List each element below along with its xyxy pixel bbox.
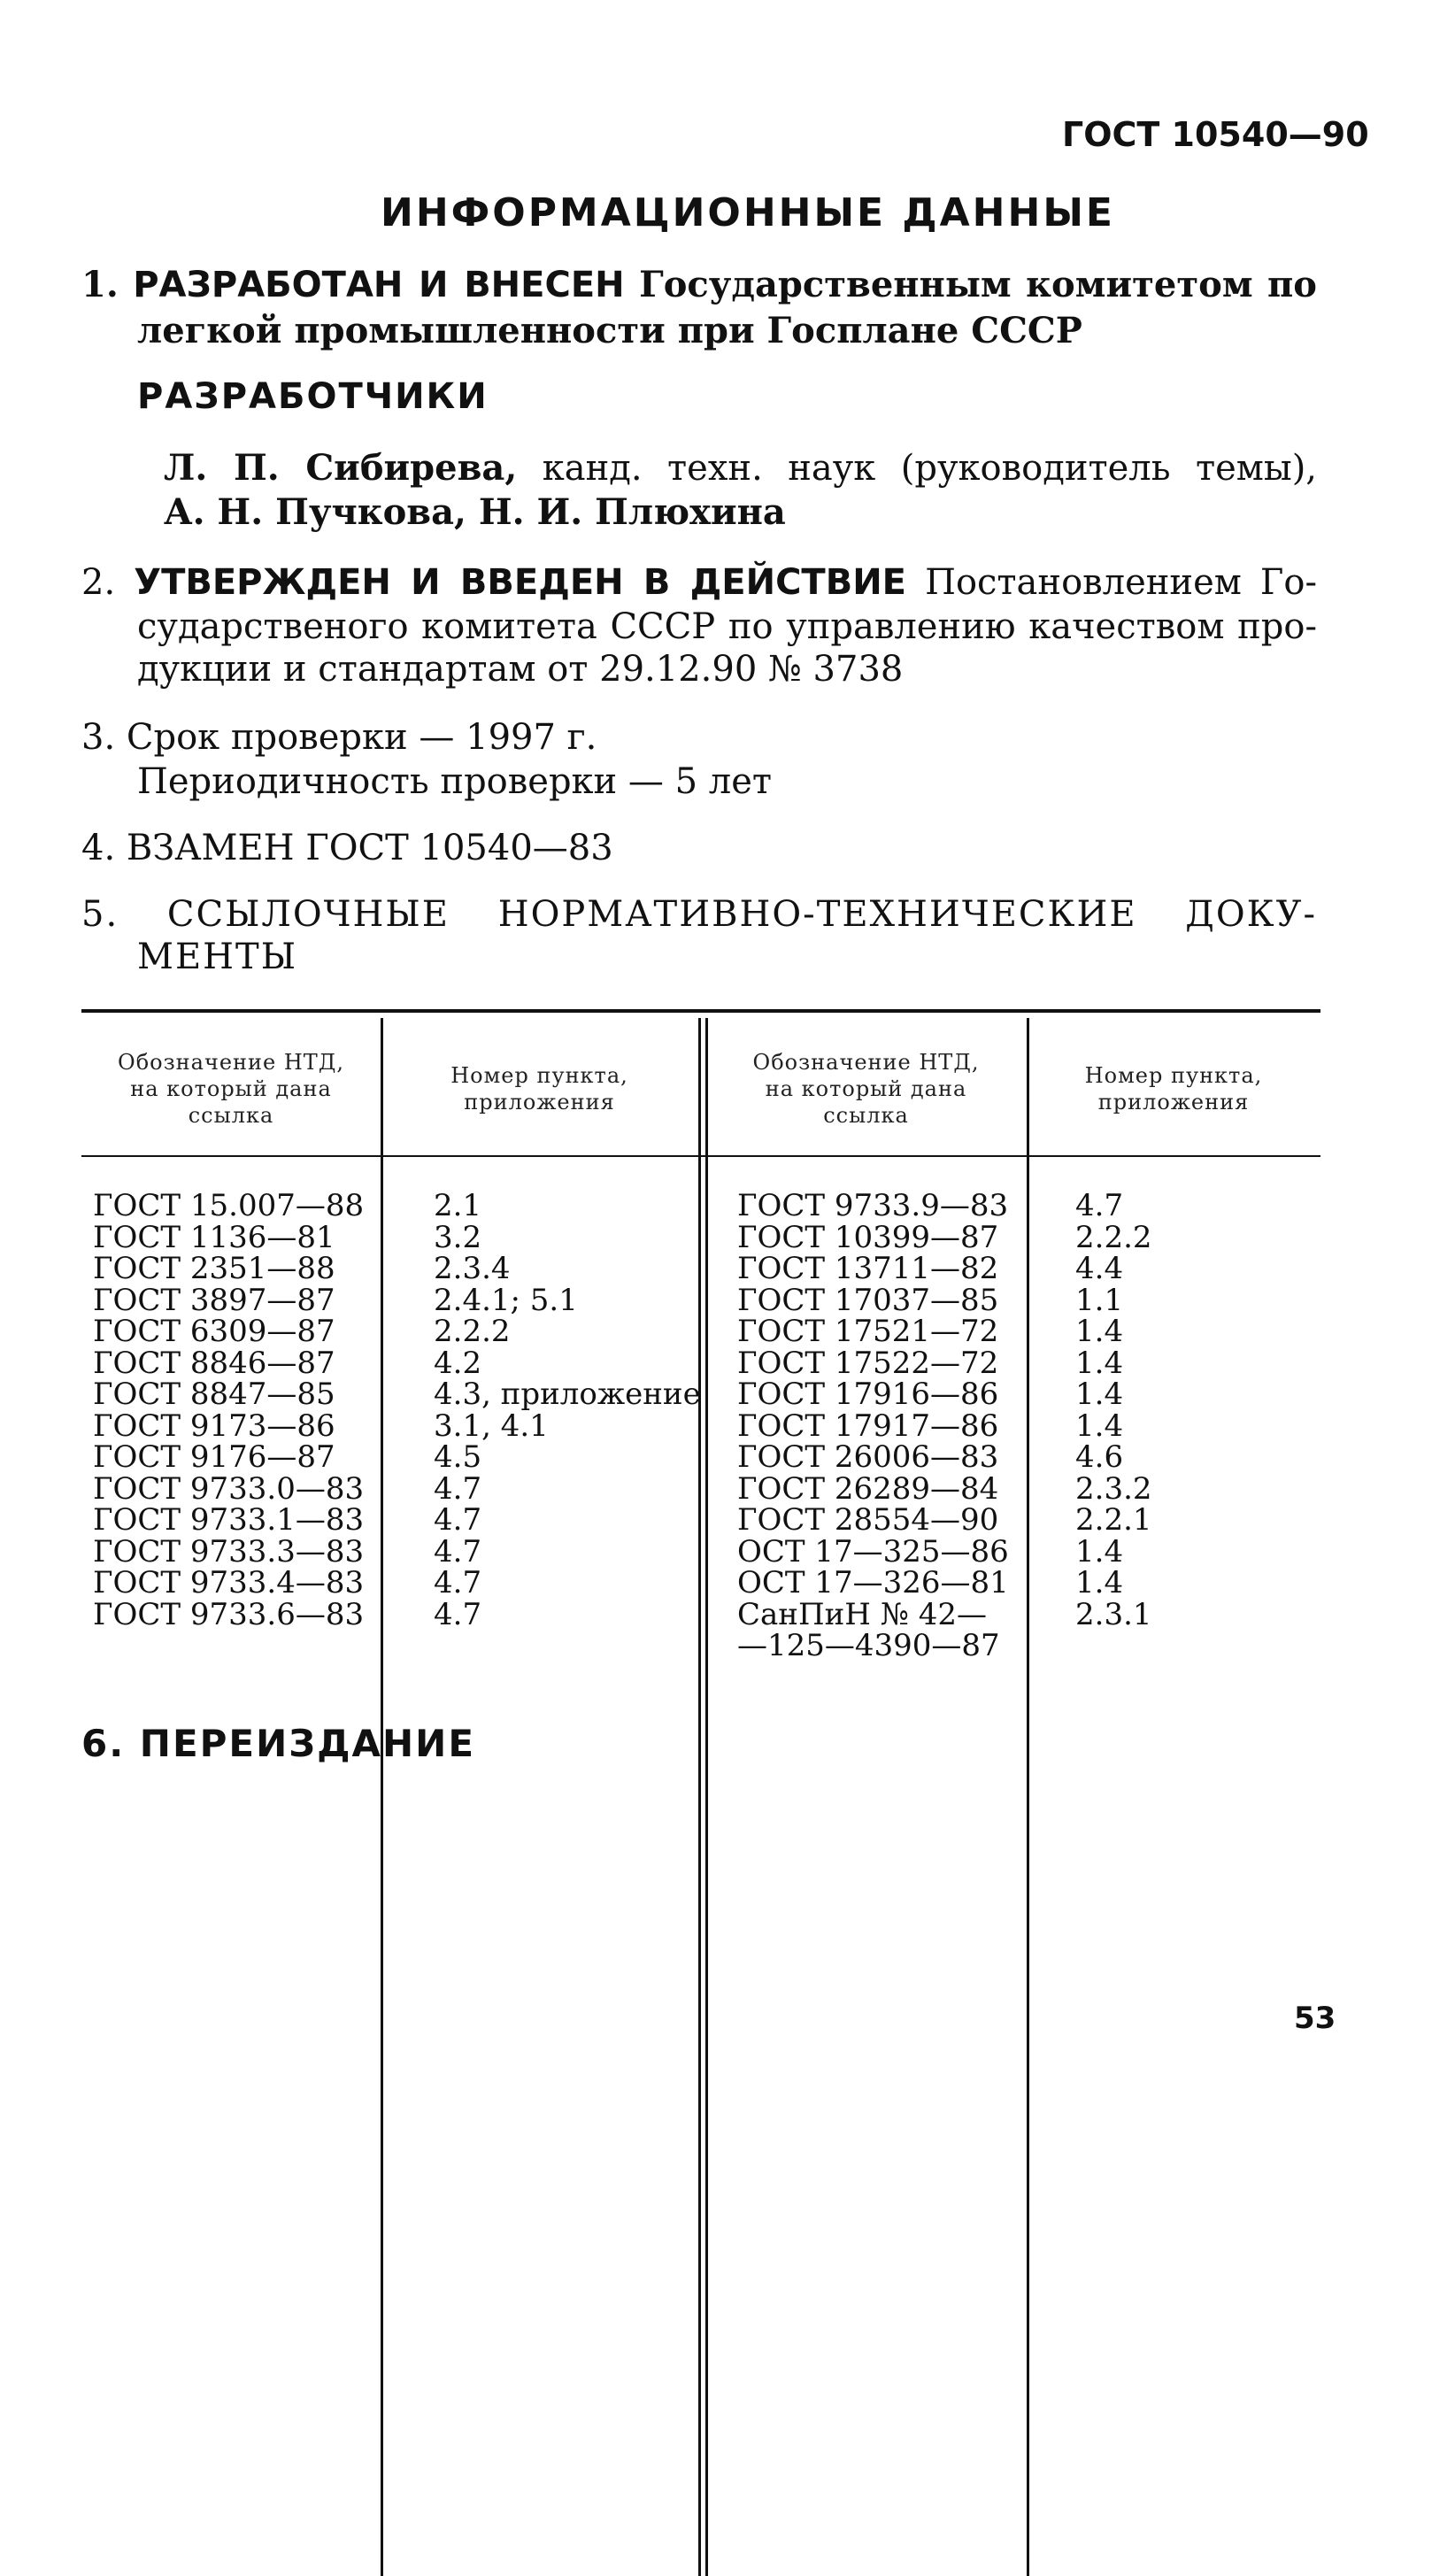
section-5-word: ДОКУ- [1185,894,1317,935]
table-cell-ref: ГОСТ 9176—87 [93,1439,335,1475]
page-title: ИНФОРМАЦИОННЫЕ ДАННЫЕ [381,190,1115,235]
section-2-line-1 [81,562,1317,603]
table-header-rule [81,1155,1320,1157]
section-2-word: качеством [1028,606,1225,647]
table-cell-item: 4.7 [434,1565,482,1600]
section-1-line-1 [81,264,1317,305]
table-cell-ref: ГОСТ 26006—83 [737,1439,999,1475]
table-cell-item: 1.1 [1075,1282,1124,1318]
table-cell-item: 4.3, приложение [434,1377,701,1412]
section-5-line-2: МЕНТЫ [137,937,298,977]
section-6-line: 6. ПЕРЕИЗДАНИЕ [81,1722,476,1765]
table-cell-item: 4.7 [434,1470,482,1507]
table-column-divider [381,1018,383,2576]
table-cell-item: 4.2 [434,1345,482,1381]
table-cell-ref: ГОСТ 8847—85 [93,1377,335,1412]
table-cell-item: 2.4.1; 5.1 [434,1282,578,1318]
section-3-line-1: 3. Срок проверки — 1997 г. [81,717,597,758]
header-text: Номер пункта, [450,1063,628,1088]
table-cell-ref: ГОСТ 9733.4—83 [93,1565,365,1600]
table-cell-item: 2.3.1 [1075,1596,1152,1632]
section-2-line-2 [137,606,1317,647]
table-header-ref-right [705,1049,1027,1129]
table-cell-ref: ОСТ 17—326—81 [737,1565,1009,1600]
table-cell-ref: ГОСТ 15.007—88 [93,1188,365,1223]
section-2-word: про- [1237,606,1317,647]
header-text: Обозначение НТД, [752,1050,980,1075]
section-2-word: управлению [786,606,1016,647]
section-2-number: 2. [81,562,116,603]
table-cell-ref: ГОСТ 17916—86 [737,1377,999,1412]
section-2-word: по [728,606,774,647]
table-header-item-right [1027,1062,1320,1115]
section-2-word: комитета [421,606,597,647]
header-text: ссылка [188,1103,274,1128]
table-cell-item: 4.7 [434,1533,482,1570]
section-2-line-3: дукции и стандартам от 29.12.90 № 3738 [137,649,904,690]
table-cell-ref: ГОСТ 3897—87 [93,1282,335,1318]
document-code: ГОСТ 10540—90 [1062,115,1369,154]
table-cell-item: 2.3.4 [434,1251,511,1286]
table-cell-item: 4.7 [434,1502,482,1538]
header-text: на который дана [765,1076,967,1101]
section-1-heading: РАЗРАБОТАН И ВНЕСЕН [133,265,625,305]
table-cell-ref: ГОСТ 17037—85 [737,1282,999,1318]
table-cell-item: 2.3.2 [1075,1470,1152,1507]
section-1-word: комитетом [1026,264,1253,305]
table-center-divider [705,1018,708,2576]
table-cell-ref: ГОСТ 6309—87 [93,1314,335,1349]
table-column-right-items [1075,1188,1152,1632]
table-top-rule [81,1009,1320,1013]
table-cell-ref: СанПиН № 42— [737,1596,987,1632]
table-cell-item: 1.4 [1075,1345,1124,1381]
table-cell-item: 4.4 [1075,1251,1124,1286]
section-2-word: СССР [610,606,716,647]
table-cell-ref: ГОСТ 9733.9—83 [737,1188,1009,1223]
table-cell-ref: ГОСТ 17917—86 [737,1408,999,1444]
table-cell-item: 4.6 [1075,1439,1124,1475]
table-cell-ref: ГОСТ 2351—88 [93,1251,335,1286]
table-cell-ref: ГОСТ 9733.1—83 [93,1502,365,1538]
header-text: ссылка [823,1103,909,1128]
table-cell-item: 3.1, 4.1 [434,1408,549,1444]
table-cell-item: 2.2.1 [1075,1502,1152,1538]
section-4-line: 4. ВЗАМЕН ГОСТ 10540—83 [81,828,613,868]
section-1-line-2: легкой промышленности при Госплане СССР [137,310,1082,351]
section-5-line-1 [81,894,1317,935]
page-number: 53 [1294,2001,1336,2036]
section-2-text: Постановлением Го- [925,562,1317,603]
table-header-ref-left [81,1049,381,1129]
header-text: Обозначение НТД, [118,1050,344,1075]
table-cell-ref: ГОСТ 28554—90 [737,1502,999,1538]
developer-word: темы), [1195,448,1318,489]
header-text: на который дана [130,1076,332,1101]
table-cell-ref: ГОСТ 17522—72 [737,1345,999,1381]
table-cell-ref: ГОСТ 9733.3—83 [93,1533,365,1570]
developer-name: Л. П. Сибирева, [164,447,518,489]
table-column-right-refs [737,1188,1009,1663]
table-cell-item: 3.2 [434,1219,482,1255]
table-column-left-items [434,1188,701,1632]
table-cell-ref: ГОСТ 26289—84 [737,1470,999,1507]
table-column-divider [1027,1018,1029,2576]
developer-word: техн. [667,448,763,489]
table-column-left-refs [93,1188,365,1632]
table-cell-item: 1.4 [1075,1377,1124,1412]
developer-word: наук [788,448,876,489]
table-cell-item: 2.2.2 [434,1314,511,1349]
table-header-item-left [381,1062,698,1115]
table-cell-item: 2.1 [434,1188,482,1223]
table-cell-item: 4.7 [1075,1188,1124,1223]
table-cell-ref: ГОСТ 1136—81 [93,1219,335,1255]
table-cell-item: 1.4 [1075,1408,1124,1444]
table-cell-ref: ГОСТ 13711—82 [737,1251,999,1286]
table-cell-ref: —125—4390—87 [737,1628,1000,1663]
section-1-word: Государственным [639,264,1012,305]
header-text: приложения [464,1090,615,1114]
developers-line-1 [164,447,1317,489]
table-cell-ref: ГОСТ 8846—87 [93,1345,335,1381]
table-cell-ref: ГОСТ 17521—72 [737,1314,999,1349]
table-cell-item: 4.7 [434,1596,482,1632]
developers-line-2: А. Н. Пучкова, Н. И. Плюхина [164,491,786,533]
developers-heading: РАЗРАБОТЧИКИ [137,376,489,417]
header-text: Номер пункта, [1084,1063,1263,1088]
developer-word: (руководитель [900,448,1171,489]
section-1-word: по [1267,264,1317,305]
section-5-word: 5. ССЫЛОЧНЫЕ [81,894,450,935]
section-2-heading: УТВЕРЖДЕН И ВВЕДЕН В ДЕЙСТВИЕ [134,562,906,603]
section-2-word: сударственого [137,606,409,647]
table-cell-ref: ГОСТ 10399—87 [737,1219,999,1255]
section-3-line-2: Периодичность проверки — 5 лет [137,761,773,802]
table-cell-item: 1.4 [1075,1565,1124,1600]
developer-word: канд. [542,448,643,489]
table-cell-ref: ОСТ 17—325—86 [737,1533,1009,1570]
table-cell-item: 1.4 [1075,1314,1124,1349]
table-cell-item: 1.4 [1075,1533,1124,1570]
section-5-word: НОРМАТИВНО-ТЕХНИЧЕСКИЕ [497,894,1137,935]
table-cell-item: 4.5 [434,1439,482,1475]
header-text: приложения [1097,1090,1250,1114]
table-cell-ref: ГОСТ 9173—86 [93,1408,335,1444]
table-cell-item: 2.2.2 [1075,1219,1152,1255]
table-cell-ref: ГОСТ 9733.6—83 [93,1596,365,1632]
section-1-number: 1. [81,264,119,305]
table-cell-ref: ГОСТ 9733.0—83 [93,1470,365,1507]
